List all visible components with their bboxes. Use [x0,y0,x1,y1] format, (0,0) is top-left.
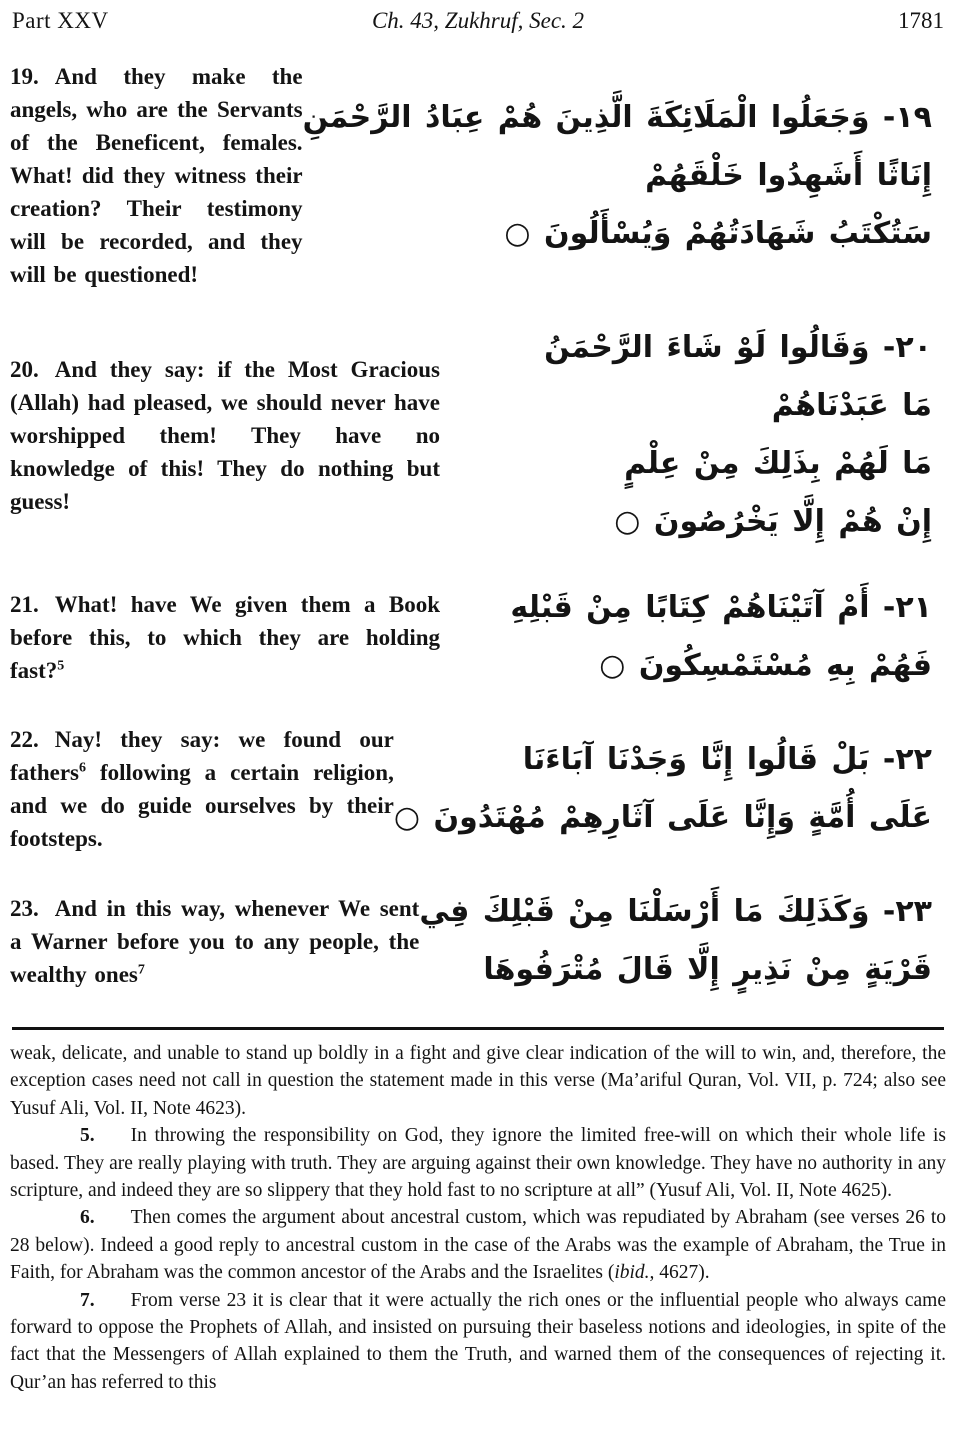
verse-arabic [394,731,946,847]
verse-arabic [419,883,946,999]
verse-row [10,60,946,291]
verse-english: 23. And in this way, whenever We sent a Warner before you to any people, the wealthy ones$^7$ [10,895,420,987]
arabic-line: عَلَى أُمَّةٍ وَإِنَّا عَلَى آثَارِهِمْ مُهْتَدُونَ ○ [393,800,932,835]
arabic-line: ۲۲- بَلْ قَالُوا إِنَّا وَجَدْنَا آبَاءَنَا [522,742,932,777]
verse-number: 19. [10,64,39,89]
part-label: Part XXV [12,8,109,33]
verse-number: 20. [10,356,39,382]
verse-arabic [440,319,946,551]
footnote-ref: 7 [137,961,145,977]
arabic-line: مَا لَهُمْ بِذَلِكَ مِنْ عِلْمٍ [624,446,932,481]
verse-arabic [440,579,946,695]
footnote: 5. In throwing the responsibility on God, they ignore the limited free-will on which their whole life is based. They are really playing with truth. They are arguing against their own knowledge. They have no authority in any scripture, and indeed they are so slippery that they hold fast to no scripture at all” (Yusuf Ali, Vol. II, Note 4625). [10,1125,946,1202]
footnote-number: 7. [80,1289,95,1311]
verse-english: 21. What! have We given them a Book before this, to which they are holding fast?$^5$ [10,591,440,683]
arabic-line: إِنَاثًا أَشَهِدُوا خَلْقَهُمْ [645,157,932,193]
footnote-divider [12,1027,944,1030]
verse-english: 19. And they make the angels, who are the Servants of the Beneficent, females. What! did they witness their creation? Their testimony will be recorded, and they will be questioned! [10,64,303,287]
arabic-line: ۲۰- وَقَالُوا لَوْ شَاءَ الرَّحْمَنُ [544,330,932,365]
verse-number: 21. [10,591,39,617]
arabic-line: ۲۳- وَكَذَلِكَ مَا أَرْسَلْنَا مِنْ قَبْلِكَ فِي [419,894,932,929]
verse-row [10,883,946,999]
page-number: 1781 [898,8,944,33]
arabic-line: فَهُمْ بِهِ مُسْتَمْسِكُونَ ○ [599,648,932,683]
footnote: 7. From verse 23 it is clear that it were actually the rich ones or the influential people who always came forward to oppose the Prophets of Allah, and insisted on pursuing their baseless notions and ideologies, in spite of the fact that the Messengers of Allah explained to them the Truth, and warned them of the consequences of rejecting it. Qur’an has referred to this [10,1289,946,1393]
footnote-continuation: weak, delicate, and unable to stand up boldly in a fight and give clear indication of the will to win, and, therefore, the exception cases need not call in question the statement made in this verse (Ma’ariful Quran, Vol. VII, p. 724; also see Yusuf Ali, Vol. II, Note 4623). [10,1043,946,1119]
footnote-ref: 5 [57,657,65,673]
italic-text: ibid., [614,1262,655,1284]
verse-english: 20. And they say: if the Most Gracious (Allah) had pleased, we should never have worshipped them! They have no knowledge of this! They do nothing but guess! [10,356,440,514]
verses-section [10,60,946,999]
footnote-number: 6. [80,1207,95,1229]
chapter-title: Ch. 43, Zukhruf, Sec. 2 [371,8,585,33]
verse-row [10,319,946,551]
page-header [10,6,946,34]
verse-number: 22. [10,727,39,752]
footnote-number: 5. [80,1125,95,1147]
footnotes-section [10,1040,946,1396]
verse-number: 23. [10,895,39,921]
arabic-line: قَرْيَةٍ مِنْ نَذِيرٍ إِلَّا قَالَ مُتْرَفُوهَا [483,952,932,987]
arabic-line: ۱۹- وَجَعَلُوا الْمَلَائِكَةَ الَّذِينَ هُمْ عِبَادُ الرَّحْمَنِ [302,99,932,135]
verse-arabic [303,89,946,263]
footnote-ref: 6 [78,760,86,776]
arabic-line: سَتُكْتَبُ شَهَادَتُهُمْ وَيُسْأَلُونَ ○ [504,215,932,251]
arabic-line: إِنْ هُمْ إِلَّا يَخْرُصُونَ ○ [614,504,932,539]
arabic-line: مَا عَبَدْنَاهُمْ [771,388,932,423]
footnote: 6. Then comes the argument about ancestral custom, which was repudiated by Abraham (see verses 26 to 28 below). Indeed a good reply to ancestral custom in the case of the Arabs was the example of Abraham, the True in Faith, for Abraham was the common ancestor of the Arabs and the Israelites (ibid., 4627). [10,1207,946,1284]
verse-row [10,723,946,855]
verse-row [10,579,946,695]
verse-english: 22. Nay! they say: we found our fathers$^6$ following a certain religion, and we do guide ourselves by their footsteps. [10,727,394,851]
arabic-line: ۲۱- أَمْ آتَيْنَاهُمْ كِتَابًا مِنْ قَبْلِهِ [510,590,932,625]
